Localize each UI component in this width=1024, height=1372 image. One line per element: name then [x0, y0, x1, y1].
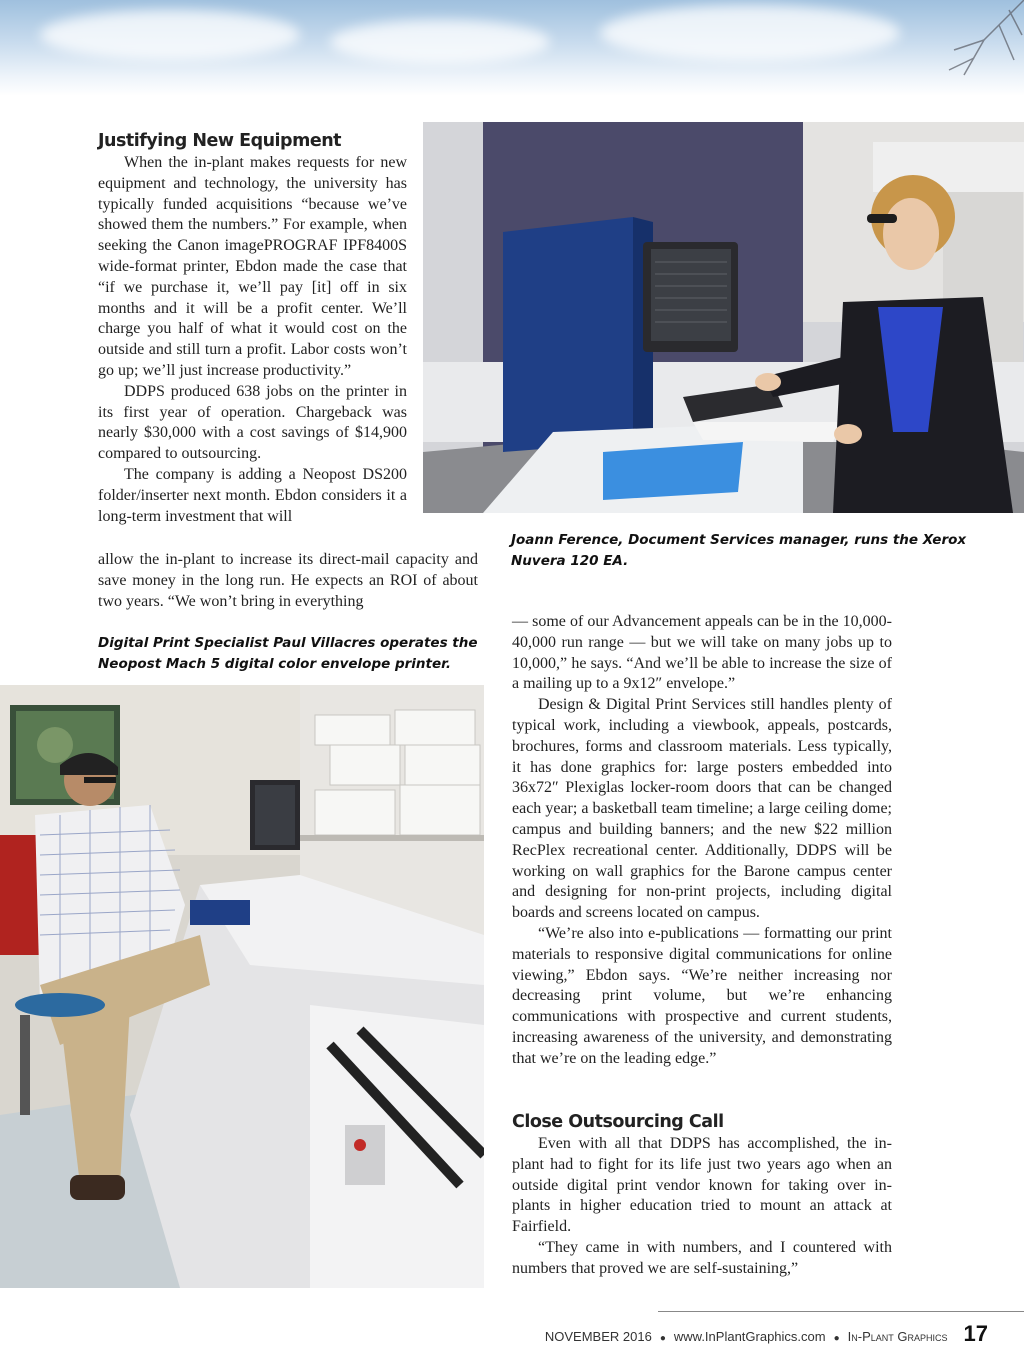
article-paragraph: “They came in with numbers, and I countered with numbers that proved we are self-sustaining,” — [512, 1238, 892, 1277]
article-paragraph: Design & Digital Print Services still handles plenty of typical work, including a viewbook, appeals, postcards, brochures, forms and classroom materials. Less typically, it has done graphics for: large posters embedded into 36x72″ Plexiglas locker-room doors that can be changed each year; a basketball team timeline; a large ceiling dome; campus and building banners; and the new $22 million RecPlex recreational center. Additionally, DDPS will be working on wall graphics for the Barone campus center and designing for non-print projects, including digital boards and screens located on campus. — [512, 696, 892, 922]
article-column-left-top — [98, 153, 407, 527]
photo-neopost-mach5 — [0, 685, 484, 1288]
bullet-icon: ● — [833, 1333, 840, 1344]
article-paragraph: The company is adding a Neopost DS200 folder/inserter next month. Ebdon considers it a long-term investment that will — [98, 465, 407, 525]
cloud-shape — [330, 20, 550, 64]
footer-date: NOVEMBER 2016 — [544, 1329, 652, 1344]
sky-header-banner — [0, 0, 1024, 96]
caption-photo-top: Joann Ference, Document Services manager, runs the Xerox Nuvera 120 EA. — [511, 532, 967, 569]
article-paragraph: Even with all that DDPS has accomplished, the in-plant had to fight for its life just two years ago when an outside digital print vendor known for taking over in-plants in higher education tried to mount an attack at Fairfield. — [512, 1135, 892, 1236]
page-number: 17 — [963, 1321, 988, 1346]
section-heading-justifying: Justifying New Equipment — [98, 131, 342, 151]
footer-url: www.InPlantGraphics.com — [673, 1329, 826, 1344]
section-heading-close-outsourcing: Close Outsourcing Call — [512, 1112, 724, 1132]
article-paragraph: DDPS produced 638 jobs on the printer in its first year of operation. Chargeback was nearly $30,000 with a cost savings of $14,900 compared to outsourcing. — [98, 382, 407, 463]
article-paragraph-continued: — some of our Advancement appeals can be in the 10,000-40,000 run range — but we will take on many jobs up to 10,000,” he says. “And we’ll be able to increase the size of a mailing up to a 9x12″ envelope.” — [512, 613, 892, 693]
bullet-icon: ● — [659, 1333, 666, 1344]
page-footer — [545, 1321, 988, 1347]
article-column-right — [512, 612, 892, 1070]
cloud-shape — [40, 10, 300, 60]
article-paragraph: When the in-plant makes requests for new equipment and technology, the university has typically funded acquisitions “because we’ve showed them the numbers.” For example, when seeking the Canon imagePROGRAF IPF8400S wide-format printer, Ebdon made the case that “if we purchase it, we’ll pay [it] off in six months and it will be a profit center. We’ll charge you half of what it would cost on the outside and still turn a profit. Labor costs won’t go up; we’ll just increase productivity.” — [98, 154, 407, 379]
article-paragraph: “We’re also into e-publications — formatting our print materials to responsive digital communications for online viewing,” Ebdon says. “We’re neither increasing nor decreasing print volume, but we’re enhancing communications with prospective and current students, increasing awareness of the university, and demonstrating that we’re on the leading edge.” — [512, 924, 892, 1067]
footer-rule — [658, 1311, 1024, 1312]
photo-xerox-nuvera — [423, 122, 1024, 513]
caption-photo-left: Digital Print Specialist Paul Villacres operates the Neopost Mach 5 digital color envelope printer. — [98, 635, 478, 672]
article-column-right-bottom — [512, 1134, 892, 1280]
cloud-shape — [600, 5, 900, 61]
article-paragraph-continued: allow the in-plant to increase its direct-mail capacity and save money in the long run. He expects an ROI of about two years. “We won’t bring in everything — [98, 551, 478, 610]
footer-publication: In-Plant Graphics — [847, 1329, 948, 1344]
article-column-left-wide — [98, 550, 478, 612]
tree-branches-graphic — [904, 0, 1024, 90]
